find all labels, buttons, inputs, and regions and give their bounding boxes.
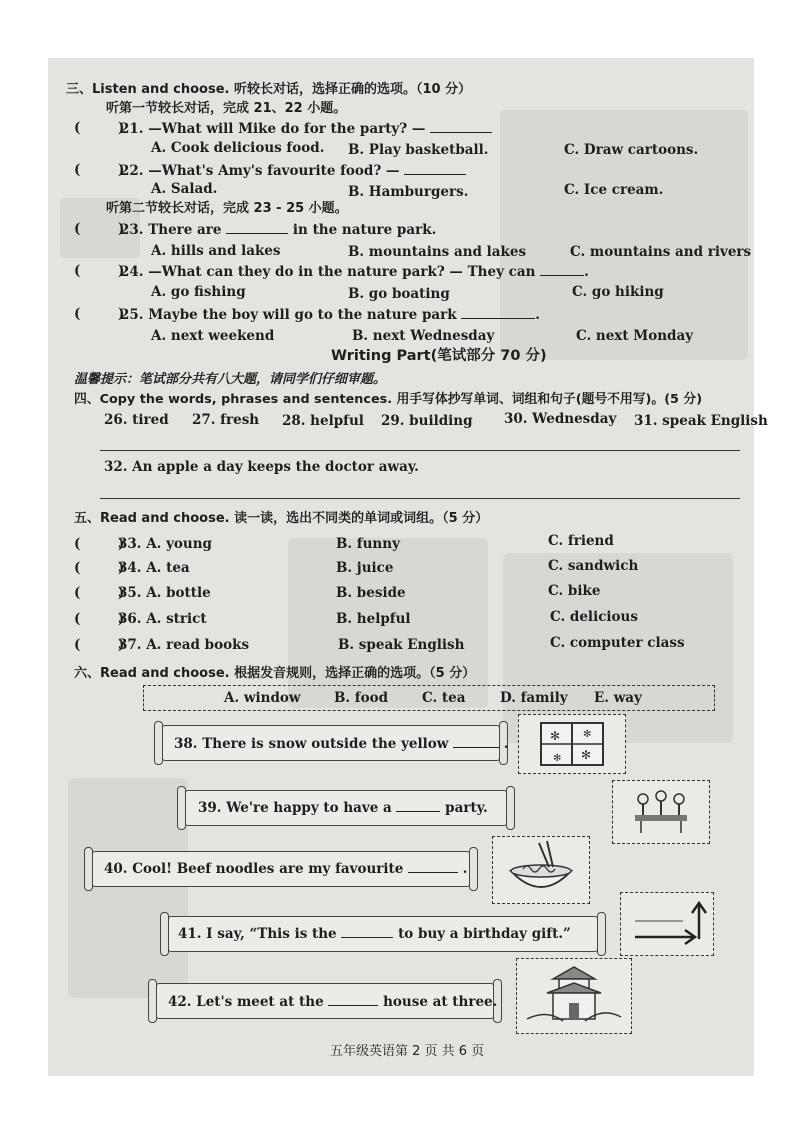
word-bank-option-e: E. way (594, 690, 642, 706)
section-4-heading: 四、Copy the words, phrases and sentences. 用手写体抄写单词、词组和句子(题号不用写)。(5 分) (74, 392, 703, 407)
window-icon (519, 715, 625, 773)
option-36-b[interactable]: B. helpful (336, 611, 411, 627)
option-22-a[interactable]: A. Salad. (151, 181, 218, 197)
option-23-c[interactable]: C. mountains and rivers (570, 244, 752, 260)
option-36-c[interactable]: C. delicious (550, 609, 638, 625)
listening-part-1-instruction: 听第一节较长对话，完成 21、22 小题。 (106, 101, 347, 116)
family-dinner-icon (613, 781, 709, 843)
option-24-b[interactable]: B. go boating (348, 286, 450, 302)
option-33-c[interactable]: C. friend (548, 533, 614, 549)
item-37: 37. A. read books (118, 637, 250, 653)
scroll-roll (154, 721, 163, 765)
section-5-heading: 五、Read and choose. 读一读，选出不同类的单词或词组。（5 分） (74, 511, 489, 526)
option-35-c[interactable]: C. bike (548, 583, 601, 599)
tea-house-icon (517, 959, 631, 1033)
svg-text:✻: ✻ (583, 729, 592, 740)
question-25: 25. Maybe the boy will go to the nature park . (120, 307, 540, 323)
item-33: 33. A. young (118, 536, 212, 552)
page-footer: 五年级英语第 2 页 共 6 页 (330, 1044, 485, 1059)
option-24-a[interactable]: A. go fishing (151, 284, 246, 300)
answer-bracket: ( ) (74, 536, 125, 552)
scroll-roll (160, 912, 169, 956)
option-33-b[interactable]: B. funny (336, 536, 400, 552)
svg-text:✻: ✻ (581, 748, 592, 762)
item-35: 35. A. bottle (118, 585, 211, 601)
copy-word-30: 30. Wednesday (504, 411, 617, 427)
option-23-b[interactable]: B. mountains and lakes (348, 244, 527, 260)
answer-bracket: ( ) (74, 263, 125, 279)
answer-bracket: ( ) (74, 611, 125, 627)
listening-part-2-instruction: 听第二节较长对话，完成 23 - 25 小题。 (106, 201, 348, 216)
word-bank-option-a: A. window (224, 690, 301, 706)
sentence-41: 41. I say, “This is the to buy a birthday gift.” (178, 926, 571, 942)
option-37-c[interactable]: C. computer class (550, 635, 685, 651)
picture-box-40 (492, 836, 590, 904)
word-bank-option-b: B. food (334, 690, 389, 706)
answer-bracket: ( ) (74, 637, 125, 653)
item-34: 34. A. tea (118, 560, 190, 576)
scroll-roll (84, 847, 93, 891)
picture-box-42 (516, 958, 632, 1034)
word-bank-option-d: D. family (500, 690, 568, 706)
copy-word-31: 31. speak English (634, 413, 768, 429)
question-22: 22. —What's Amy's favourite food? — (120, 162, 466, 179)
scroll-roll (469, 847, 478, 891)
option-25-b[interactable]: B. next Wednesday (352, 328, 495, 344)
option-22-c[interactable]: C. Ice cream. (564, 182, 664, 198)
word-bank-option-c: C. tea (422, 690, 466, 706)
direction-arrows-icon (621, 893, 713, 955)
answer-bracket: ( ) (74, 585, 125, 601)
option-23-a[interactable]: A. hills and lakes (151, 243, 281, 259)
option-21-a[interactable]: A. Cook delicious food. (151, 140, 325, 156)
question-24: 24. —What can they do in the nature park? — They can . (120, 264, 589, 280)
option-34-b[interactable]: B. juice (336, 560, 394, 576)
picture-box-38 (518, 714, 626, 774)
copy-word-26: 26. tired (104, 412, 169, 428)
answer-bracket: ( ) (74, 306, 125, 322)
scroll-roll (177, 786, 186, 830)
warm-tip: 温馨提示：笔试部分共有八大题，请同学们仔细审题。 (74, 372, 387, 387)
answer-bracket: ( ) (74, 162, 125, 178)
option-25-c[interactable]: C. next Monday (576, 328, 694, 344)
answer-bracket: ( ) (74, 560, 125, 576)
picture-box-41 (620, 892, 714, 956)
option-21-b[interactable]: B. Play basketball. (348, 142, 489, 158)
question-21: 21. —What will Mike do for the party? — (120, 120, 492, 137)
noodle-bowl-icon (493, 837, 589, 903)
sentence-42: 42. Let's meet at the house at three. (168, 994, 498, 1010)
option-22-b[interactable]: B. Hamburgers. (348, 184, 469, 200)
picture-box-39 (612, 780, 710, 844)
scroll-roll (148, 979, 157, 1023)
option-34-c[interactable]: C. sandwich (548, 558, 639, 574)
copy-word-29: 29. building (381, 413, 473, 429)
option-35-b[interactable]: B. beside (336, 585, 406, 601)
item-36: 36. A. strict (118, 611, 207, 627)
option-21-c[interactable]: C. Draw cartoons. (564, 142, 699, 158)
copy-sentence-32: 32. An apple a day keeps the doctor away. (104, 459, 419, 475)
sentence-38: 38. There is snow outside the yellow . (174, 736, 509, 752)
answer-bracket: ( ) (74, 221, 125, 237)
option-25-a[interactable]: A. next weekend (151, 328, 275, 344)
scroll-roll (597, 912, 606, 956)
section-6-heading: 六、Read and choose. 根据发音规则，选择正确的选项。（5 分） (74, 666, 476, 681)
scroll-roll (506, 786, 515, 830)
sentence-39: 39. We're happy to have a party. (198, 800, 488, 816)
svg-text:✻: ✻ (553, 753, 562, 764)
writing-line[interactable] (100, 450, 740, 451)
sentence-40: 40. Cool! Beef noodles are my favourite . (104, 861, 468, 877)
copy-word-28: 28. helpful (282, 413, 364, 429)
writing-part-title: Writing Part(笔试部分 70 分) (331, 348, 547, 364)
question-23: 23. There are in the nature park. (120, 222, 437, 238)
writing-line[interactable] (100, 498, 740, 499)
svg-text:✻: ✻ (550, 729, 561, 743)
exam-paper (48, 58, 768, 1076)
answer-bracket: ( ) (74, 120, 125, 136)
copy-word-27: 27. fresh (192, 412, 260, 428)
option-37-b[interactable]: B. speak English (338, 637, 465, 653)
section-3-heading: 三、Listen and choose. 听较长对话，选择正确的选项。（10 分） (66, 82, 472, 97)
option-24-c[interactable]: C. go hiking (572, 284, 664, 300)
